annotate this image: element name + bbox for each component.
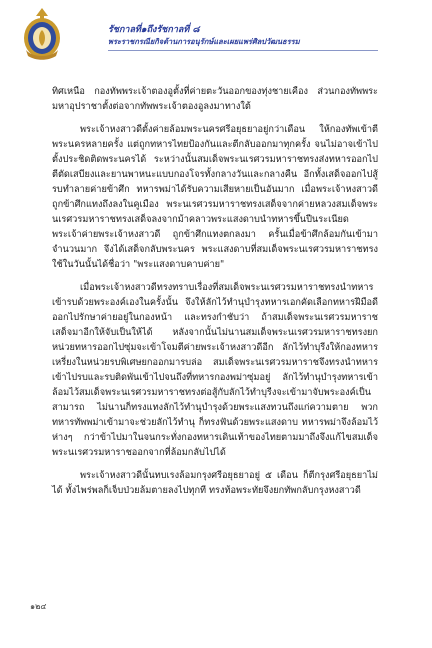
header-subtitle: พระราชกรณียกิจด้านการอนุรักษ์และเผยแพร่ศิลปวัฒนธรรม <box>108 37 300 46</box>
header-title-block <box>108 24 408 47</box>
chakri-dynasty-emblem-icon <box>18 6 66 62</box>
page-header <box>18 6 418 66</box>
page-number: ๑๒๔ <box>30 602 47 611</box>
paragraph: เมื่อพระเจ้าหงสาวดีทรงทราบเรื่องที่สมเด็จพระนเรศวรมหาราชทรงนำทหารเข้ารบด้วยพระองค์เองในครั้งนั้น จึงให้ลักไว้ทำนุบำรุงทหารเอกคัดเลือกทหารฝีมือดีออกไปรักษาค่ายอยู่ในกองหน้า และทรงกำชับว่า ถ้าสมเด็จพระนเรศวรมหาราชเสด็จมาอีกให้จับเป็นให้ได้ หลังจากนั้นไม่นานสมเด็จพระนเรศวรมหาราชทรงยกหน่วยทหารออกไปซุ่มจะเข้าโจมตีค่ายพระเจ้าหงสาวดีอีก ลักไว้ทำบุรีงให้กองทหารเหรี่ยงในหน่วยรบพิเศษยกออกมารบล่อ สมเด็จพระนเรศวรมหาราชจึงทรงนำทหารเข้าไปรบและรบติดพันเข้าไปจนถึงที่ทหารกองพม่าซุ่มอยู่ ลักไว้ทำนุบำรุงทหารเข้าล้อมไว้สมเด็จพระนเรศวรมหาราชทรงต่อสู้กับลักไว้ทำบุรีงจะเข้ามาจับพระองค์เป็นสามารถ ไม่นานก็ทรงแทงลักไว้ทำนุบำรุงด้วยพระแสงทวนถึงแก่ความตาย พวกทหารทัพพม่าเข้ามาจะช่วยลักไว้ทำนุ ก็ทรงฟันด้วยพระแสงดาบ ทหารพม่าจึงล้อมไว้ห่างๆ กว่าข้าไปมาในจนกระทั่งกองทหารเดินเท้าของไทยตามมาถึงจึงแก้ไขสมเด็จพระนเรศวรมหาราชออกจากที่ล้อมกลับไปได้ <box>52 282 378 458</box>
header-title: รัชกาลที่๑ถึงรัชกาลที่ ๘ <box>108 25 200 35</box>
header-divider <box>108 50 378 51</box>
page-body <box>52 84 378 498</box>
paragraph: ทิศเหนือ กองทัพพระเจ้าตองอูตั้งที่ค่ายตะวันออกของทุ่งชายเคือง ส่วนกองทัพพระมหาอุปราชาตั้งต่อจากทัพพระเจ้าตองอูลงมาทางใต้ <box>52 86 378 112</box>
paragraph: พระเจ้าหงสาวดีตั้งค่ายล้อมพระนครศรีอยุธยาอยู่กว่าเดือน ให้กองทัพเข้าตีพระนครหลายครั้ง แต่ถูกทหารไทยป้องกันและตีกลับออกมาทุกครั้ง จนไม่อาจเข้าไปตั้งประชิดติดพระนครได้ ระหว่างนั้นสมเด็จพระนเรศวรมหาราชทรงส่งทหารออกไปตีตัดเสบียงและยานพาหนะแบบกองโจรทั้งกลางวันและกลางคืน อีกทั้งเสด็จออกไปสู้รบทำลายค่ายข้าศึก ทหารพม่าได้รับความเสียหายเป็นอันมาก เมื่อพระเจ้าหงสาวดีถูกข้าศึกแทงถึงลงในคูเมือง พระนเรศวรมหาราชทรงเสด็จจากค่ายหลวงสมเด็จพระนเรศวรมหาราชทรงเสด็จลงจากม้าคลาวพระแสงดาบนำทหารขึ้นปีนระเนียดพระเจ้าค่ายพระเจ้าหงสาวดี ถูกข้าศึกแทงตกลงมา ครั้นเมื่อข้าศึกล้อมกันเข้ามาจำนวนมาก จึงได้เสด็จกลับพระนคร พระแสงดาบที่สมเด็จพระนเรศวรมหาราชทรงใช้ในวันนั้นได้ชื่อว่า "พระแสงดาบคาบค่าย" <box>52 124 378 270</box>
paragraph: พระเจ้าหงสาวดีนั้นทบเรงล้อมกรุงศรีอยุธยาอยู่ ๕ เดือน ก็ตีกรุงศรีอยุธยาไม่ได้ ทั้งไพร่พลก็เจ็บป่วยล้มตายลงไปทุกที ทรงท้อพระทัยจึงยกทัพกลับกรุงหงสาวดี <box>52 470 378 496</box>
